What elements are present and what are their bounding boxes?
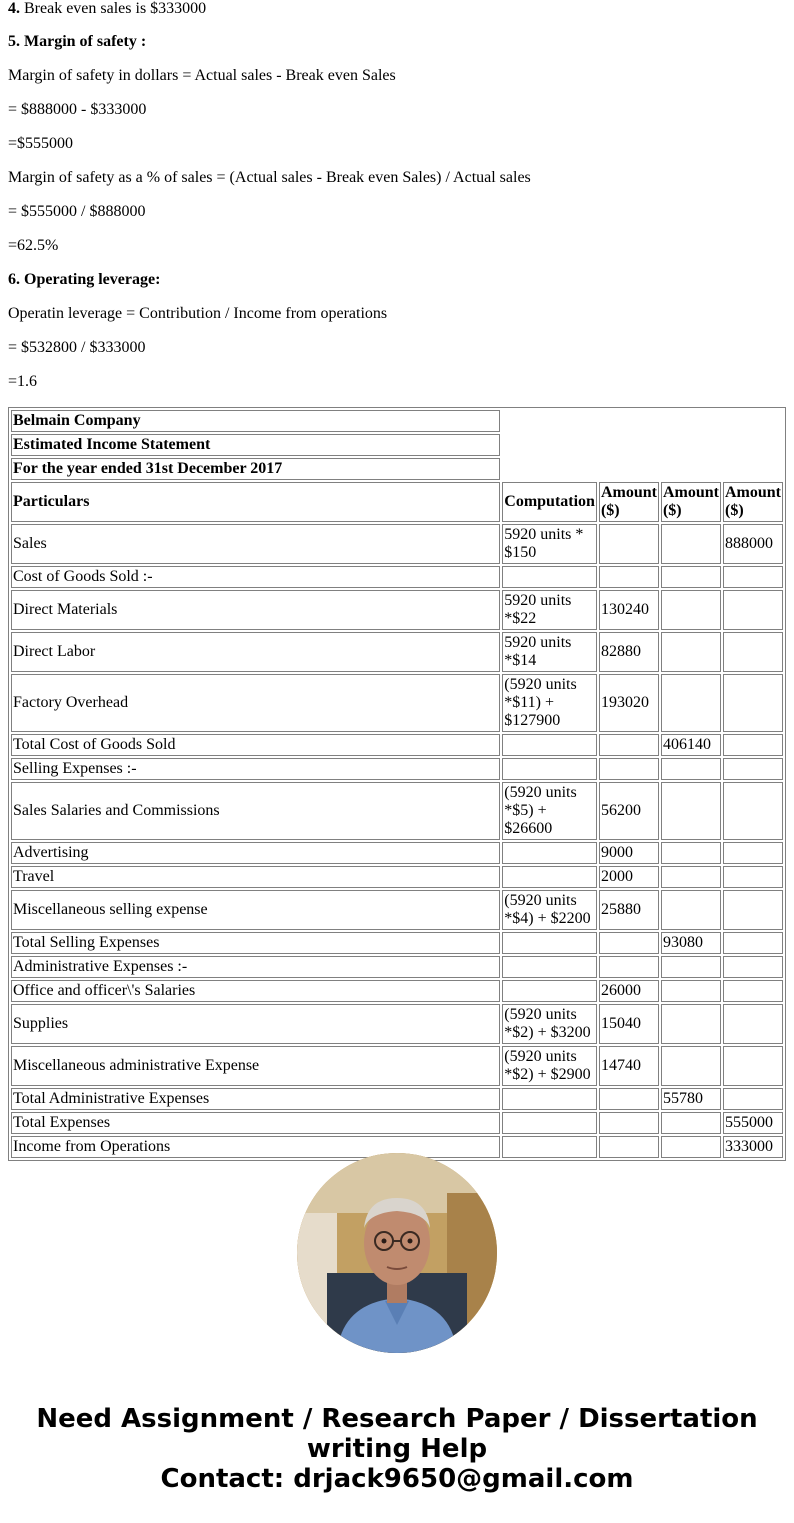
cell-amount-1: 26000 — [599, 980, 659, 1002]
cell-amount-3 — [723, 890, 783, 930]
margin-of-safety-heading: 5. Margin of safety : — [8, 33, 147, 50]
statement-period: For the year ended 31st December 2017 — [11, 458, 500, 480]
cell-amount-2: 55780 — [661, 1088, 721, 1110]
cell-amount-3 — [723, 782, 783, 840]
cell-computation — [502, 932, 597, 954]
cell-amount-3 — [723, 1004, 783, 1044]
cell-amount-3 — [723, 842, 783, 864]
cell-amount-3 — [723, 1046, 783, 1086]
cell-amount-1: 82880 — [599, 632, 659, 672]
cell-particulars: Advertising — [11, 842, 500, 864]
cell-amount-3 — [723, 674, 783, 732]
table-row — [11, 1112, 783, 1134]
table-row — [11, 674, 783, 732]
cell-amount-2: 93080 — [661, 932, 721, 954]
table-row — [11, 782, 783, 840]
table-row — [11, 734, 783, 756]
cell-amount-1: 14740 — [599, 1046, 659, 1086]
table-row — [11, 1088, 783, 1110]
operating-leverage-result: =1.6 — [8, 373, 38, 390]
cell-amount-2: 406140 — [661, 734, 721, 756]
col-header-amount-2: Amount ($) — [661, 482, 721, 522]
cell-amount-1: 9000 — [599, 842, 659, 864]
title-row — [11, 410, 783, 432]
cell-amount-1 — [599, 956, 659, 978]
cell-particulars: Miscellaneous administrative Expense — [11, 1046, 500, 1086]
item-number: 4. — [8, 0, 20, 17]
cell-particulars: Direct Labor — [11, 632, 500, 672]
cell-amount-1: 130240 — [599, 590, 659, 630]
cell-computation — [502, 1136, 597, 1158]
cell-particulars: Income from Operations — [11, 1136, 500, 1158]
cell-computation — [502, 758, 597, 780]
cell-amount-3 — [723, 590, 783, 630]
cell-amount-3 — [723, 932, 783, 954]
table-row — [11, 524, 783, 564]
cell-amount-3 — [723, 1088, 783, 1110]
cell-amount-2 — [661, 1136, 721, 1158]
cell-particulars: Total Cost of Goods Sold — [11, 734, 500, 756]
cell-computation — [502, 1088, 597, 1110]
header-row — [11, 482, 783, 522]
table-row — [11, 956, 783, 978]
cell-amount-1 — [599, 566, 659, 588]
table-row — [11, 1004, 783, 1044]
table-row — [11, 566, 783, 588]
cell-amount-2 — [661, 842, 721, 864]
cell-particulars: Sales — [11, 524, 500, 564]
col-header-amount-3: Amount ($) — [723, 482, 783, 522]
cell-computation: 5920 units *$14 — [502, 632, 597, 672]
promo-line-1: Need Assignment / Research Paper / Dissertation — [36, 1404, 758, 1434]
col-header-particulars: Particulars — [11, 482, 500, 522]
cell-amount-2 — [661, 590, 721, 630]
cell-amount-2 — [661, 956, 721, 978]
cell-amount-1 — [599, 524, 659, 564]
table-row — [11, 590, 783, 630]
cell-amount-3 — [723, 980, 783, 1002]
cell-particulars: Travel — [11, 866, 500, 888]
cell-amount-3 — [723, 866, 783, 888]
cell-computation — [502, 956, 597, 978]
company-name: Belmain Company — [11, 410, 500, 432]
table-row — [11, 758, 783, 780]
cell-amount-1: 15040 — [599, 1004, 659, 1044]
cell-particulars: Direct Materials — [11, 590, 500, 630]
table-row — [11, 866, 783, 888]
promo-contact: Contact: drjack9650@gmail.com — [160, 1464, 634, 1494]
avatar — [297, 1153, 497, 1353]
cell-amount-1 — [599, 758, 659, 780]
cell-amount-2 — [661, 980, 721, 1002]
cell-particulars: Sales Salaries and Commissions — [11, 782, 500, 840]
cell-amount-2 — [661, 866, 721, 888]
cell-amount-1 — [599, 932, 659, 954]
cell-amount-1 — [599, 1088, 659, 1110]
cell-computation: (5920 units *$2) + $2900 — [502, 1046, 597, 1086]
cell-amount-2 — [661, 524, 721, 564]
cell-amount-3: 888000 — [723, 524, 783, 564]
cell-amount-1: 56200 — [599, 782, 659, 840]
cell-particulars: Supplies — [11, 1004, 500, 1044]
table-row — [11, 632, 783, 672]
cell-amount-2 — [661, 566, 721, 588]
cell-amount-1: 2000 — [599, 866, 659, 888]
cell-amount-2 — [661, 758, 721, 780]
cell-amount-3 — [723, 734, 783, 756]
cell-amount-2 — [661, 674, 721, 732]
table-row — [11, 1046, 783, 1086]
cell-computation: (5920 units *$4) + $2200 — [502, 890, 597, 930]
cell-particulars: Total Selling Expenses — [11, 932, 500, 954]
cell-amount-1: 193020 — [599, 674, 659, 732]
person-photo-icon — [297, 1153, 497, 1353]
cell-computation: (5920 units *$2) + $3200 — [502, 1004, 597, 1044]
cell-computation — [502, 866, 597, 888]
col-header-amount-1: Amount ($) — [599, 482, 659, 522]
cell-particulars: Total Administrative Expenses — [11, 1088, 500, 1110]
table-row — [11, 932, 783, 954]
cell-amount-3 — [723, 632, 783, 672]
cell-computation — [502, 1112, 597, 1134]
cell-computation — [502, 734, 597, 756]
margin-of-safety-pct-result: =62.5% — [8, 237, 59, 254]
col-header-computation: Computation — [502, 482, 597, 522]
margin-of-safety-formula: Margin of safety in dollars = Actual sales - Break even Sales — [8, 67, 396, 84]
cell-amount-1 — [599, 1112, 659, 1134]
cell-amount-2 — [661, 1112, 721, 1134]
cell-amount-2 — [661, 890, 721, 930]
operating-leverage-calc: = $532800 / $333000 — [8, 339, 146, 356]
cell-amount-3 — [723, 758, 783, 780]
cell-particulars: Selling Expenses :- — [11, 758, 500, 780]
operating-leverage-formula: Operatin leverage = Contribution / Income from operations — [8, 305, 388, 322]
cell-amount-2 — [661, 782, 721, 840]
break-even-text: Break even sales is $333000 — [20, 0, 207, 17]
promo-line-2: writing Help — [306, 1434, 488, 1464]
cell-computation: (5920 units *$11) + $127900 — [502, 674, 597, 732]
cell-particulars: Cost of Goods Sold :- — [11, 566, 500, 588]
cell-amount-1 — [599, 1136, 659, 1158]
cell-amount-2 — [661, 1046, 721, 1086]
cell-computation — [502, 980, 597, 1002]
margin-of-safety-pct-calc: = $555000 / $888000 — [8, 203, 146, 220]
cell-amount-3 — [723, 956, 783, 978]
cell-computation: 5920 units *$22 — [502, 590, 597, 630]
cell-computation: (5920 units *$5) + $26600 — [502, 782, 597, 840]
table-row — [11, 842, 783, 864]
cell-computation — [502, 566, 597, 588]
income-statement-table — [8, 407, 786, 1161]
cell-particulars: Office and officer\'s Salaries — [11, 980, 500, 1002]
cell-particulars: Administrative Expenses :- — [11, 956, 500, 978]
cell-amount-1 — [599, 734, 659, 756]
cell-amount-3: 333000 — [723, 1136, 783, 1158]
cell-computation: 5920 units * $150 — [502, 524, 597, 564]
cell-computation — [502, 842, 597, 864]
cell-amount-3: 555000 — [723, 1112, 783, 1134]
cell-amount-3 — [723, 566, 783, 588]
cell-amount-2 — [661, 1004, 721, 1044]
cell-amount-1: 25880 — [599, 890, 659, 930]
break-even-sales-line — [8, 0, 206, 18]
cell-particulars: Miscellaneous selling expense — [11, 890, 500, 930]
cell-particulars: Factory Overhead — [11, 674, 500, 732]
operating-leverage-heading: 6. Operating leverage: — [8, 271, 161, 288]
margin-of-safety-calc: = $888000 - $333000 — [8, 101, 147, 118]
table-row — [11, 890, 783, 930]
statement-title: Estimated Income Statement — [11, 434, 500, 456]
margin-of-safety-result: =$555000 — [8, 135, 74, 152]
table-row — [11, 980, 783, 1002]
cell-amount-2 — [661, 632, 721, 672]
margin-of-safety-pct-formula: Margin of safety as a % of sales = (Actual sales - Break even Sales) / Actual sales — [8, 169, 531, 186]
cell-particulars: Total Expenses — [11, 1112, 500, 1134]
